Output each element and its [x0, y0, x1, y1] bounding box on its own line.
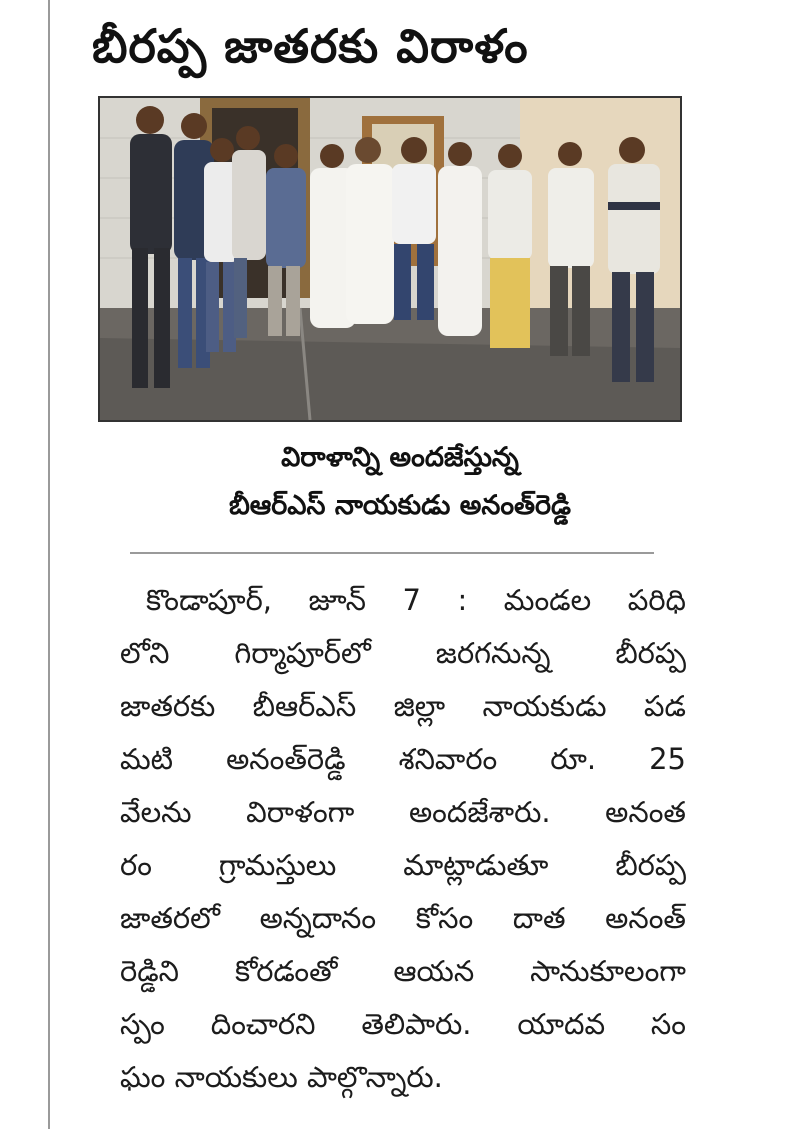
body-line: వేలను విరాళంగా అందజేశారు. అనంత: [120, 795, 686, 829]
headline: బీరప్ప జాతరకు విరాళం: [92, 19, 529, 73]
column-divider: [48, 0, 50, 1129]
body-line: ఘం నాయకులు పాల్గొన్నారు.: [120, 1060, 443, 1094]
body-line: జాతరలో అన్నదానం కోసం దాత అనంత్: [120, 901, 686, 935]
body-line: లోని గిర్మాపూర్‌లో జరగనున్న బీరప్ప: [120, 636, 686, 670]
body-line: రెడ్డిని కోరడంతో ఆయన సానుకూలంగా: [120, 954, 686, 988]
body-line: రం గ్రామస్తులు మాట్లాడుతూ బీరప్ప: [120, 848, 686, 882]
caption-divider: [130, 552, 654, 554]
article-body: [120, 574, 686, 1104]
body-line: మటి అనంత్‌రెడ్డి శనివారం రూ. 25: [120, 742, 686, 776]
photo-caption-line-2: బీఆర్ఎస్ నాయకుడు అనంత్‌రెడ్డి: [228, 490, 572, 521]
news-photo: [98, 96, 682, 422]
body-line: జాతరకు బీఆర్ఎస్ జిల్లా నాయకుడు పడ: [120, 689, 686, 723]
body-line: స్పం దించారని తెలిపారు. యాదవ సం: [120, 1007, 686, 1041]
body-line: కొండాపూర్, జూన్ 7 : మండల పరిధి: [146, 583, 686, 617]
photo-caption-line-1: విరాళాన్ని అందజేస్తున్న: [281, 442, 519, 473]
